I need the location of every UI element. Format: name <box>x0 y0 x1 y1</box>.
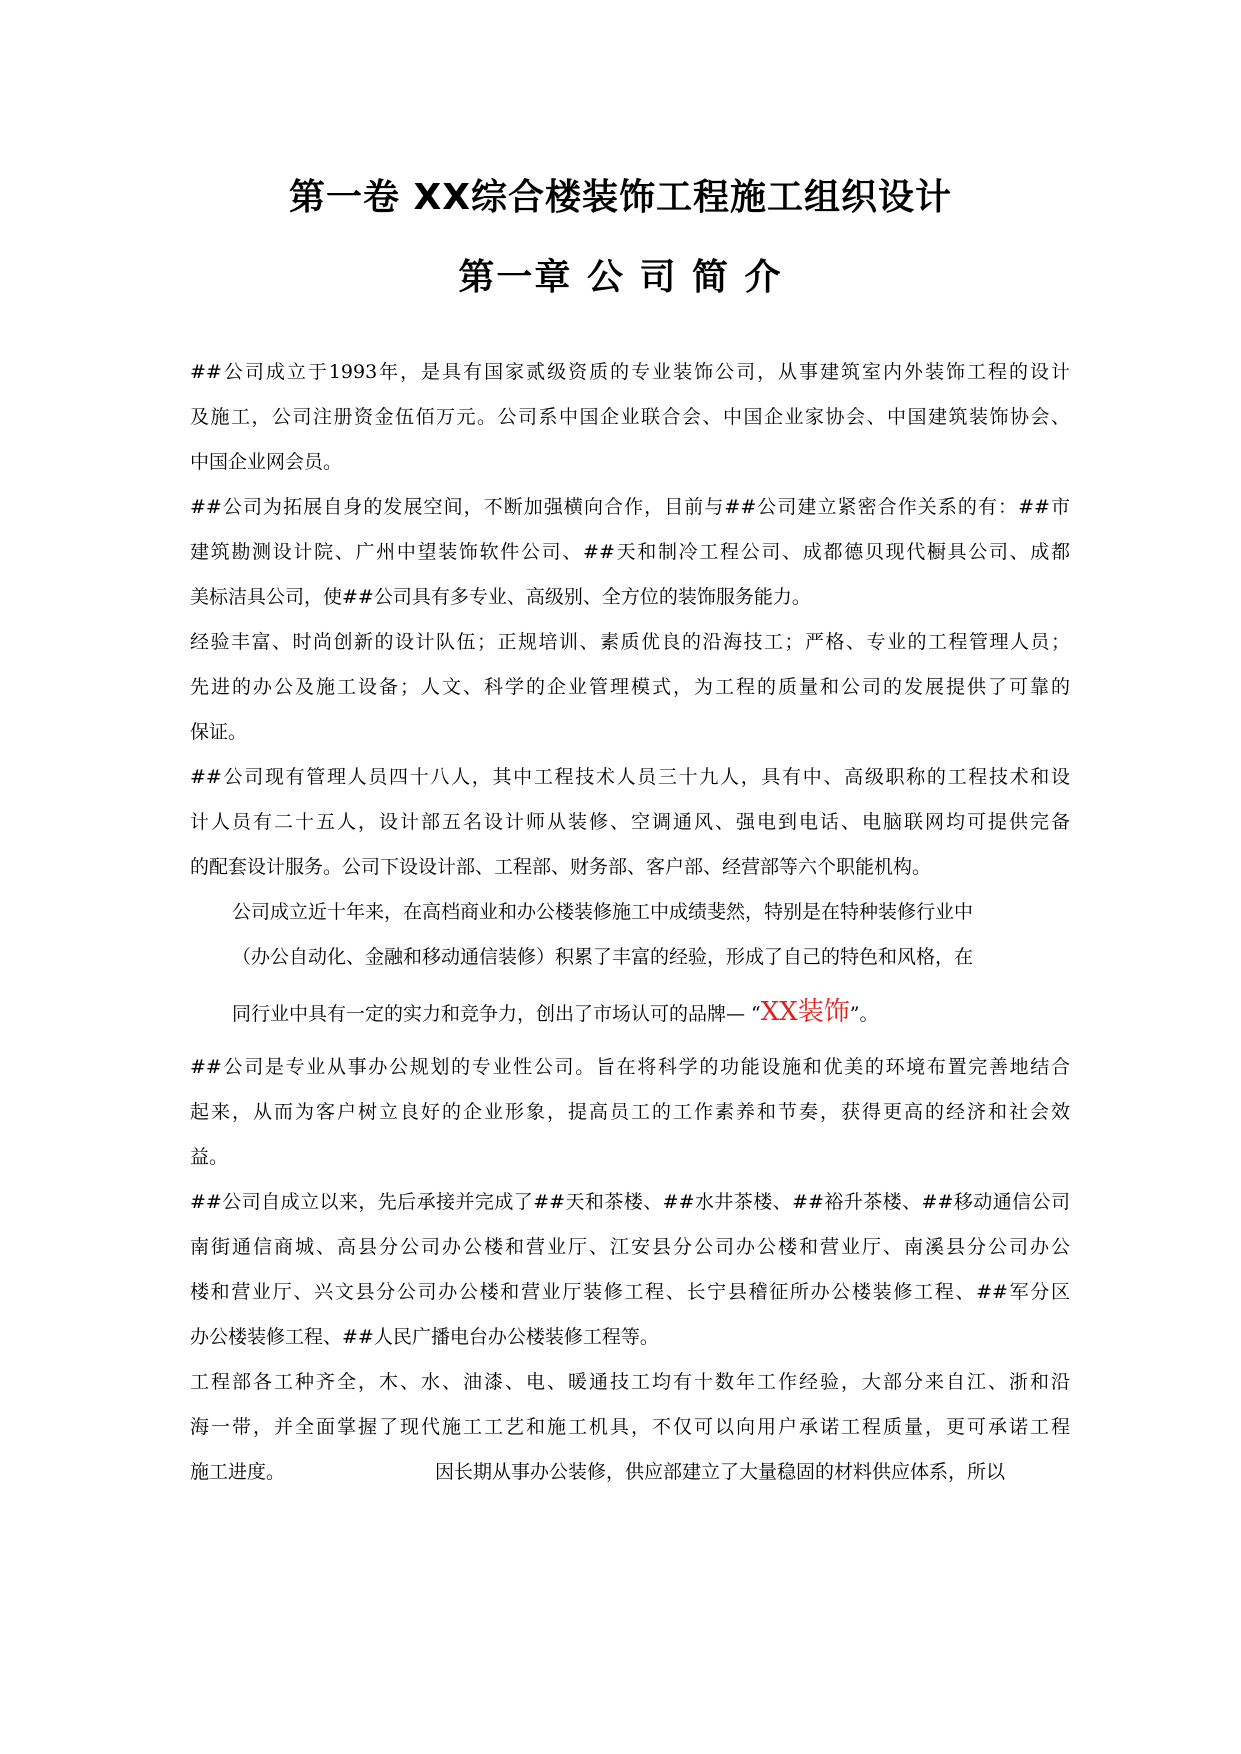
text-block-projects <box>190 1045 1070 1450</box>
text-line: 先进的办公及施工设备；人文、科学的企业管理模式，为工程的质量和公司的发展提供了可靠的 <box>190 676 1070 698</box>
brand-line-after: ”。 <box>849 1003 879 1025</box>
text-line: 计人员有二十五人，设计部五名设计师从装修、空调通风、强电到电话、电脑联网均可提供完备 <box>190 811 1070 833</box>
text-line-indented: （办公自动化、金融和移动通信装修）积累了丰富的经验，形成了自己的特色和风格，在 <box>232 946 974 968</box>
chapter-title: 第一章 公 司 简 介 <box>458 257 783 298</box>
text-line: 保证。 <box>190 721 248 743</box>
text-line: ##公司成立于1993年，是具有国家贰级资质的专业装饰公司，从事建筑室内外装饰工程的设计 <box>190 361 1070 383</box>
text-line-indented: 公司成立近十年来，在高档商业和办公楼装修施工中成绩斐然，特别是在特种装修行业中 <box>232 901 974 923</box>
text-line: 楼和营业厅、兴文县分公司办公楼和营业厅装修工程、长宁县稽征所办公楼装修工程、##军分区 <box>190 1281 1070 1303</box>
text-line: 的配套设计服务。公司下设设计部、工程部、财务部、客户部、经营部等六个职能机构。 <box>190 856 932 878</box>
text-line: 中国企业网会员。 <box>190 451 343 473</box>
text-line: 工程部各工种齐全，木、水、油漆、电、暖通技工均有十数年工作经验，大部分来自江、浙和沿 <box>190 1371 1070 1393</box>
text-line: ##公司为拓展自身的发展空间，不断加强横向合作，目前与##公司建立紧密合作关系的有：##市 <box>190 496 1070 518</box>
text-line-last <box>190 1450 1070 1495</box>
brand-name: XX装饰 <box>760 997 850 1027</box>
text-line: 起来，从而为客户树立良好的企业形象，提高员工的工作素养和节奏，获得更高的经济和社会效 <box>190 1101 1070 1123</box>
text-line: ##公司自成立以来，先后承接并完成了##天和茶楼、##水井茶楼、##裕升茶楼、##移动通信公司 <box>190 1191 1070 1213</box>
text-line: 及施工，公司注册资金伍佰万元。公司系中国企业联合会、中国企业家协会、中国建筑装饰协会、 <box>190 406 1070 428</box>
text-line: 办公楼装修工程、##人民广播电台办公楼装修工程等。 <box>190 1326 659 1348</box>
brand-line-before: 同行业中具有一定的实力和竞争力，创出了市场认可的品牌— “ <box>232 1003 761 1025</box>
text-line: 经验丰富、时尚创新的设计队伍；正规培训、素质优良的沿海技工；严格、专业的工程管理人员； <box>190 631 1070 653</box>
volume-title: 第一卷 XX综合楼装饰工程施工组织设计 <box>288 177 953 218</box>
text-block-intro <box>190 350 1070 890</box>
text-line: ##公司是专业从事办公规划的专业性公司。旨在将科学的功能设施和优美的环境布置完善地结合 <box>190 1056 1070 1078</box>
text-line: 美标洁具公司，使##公司具有多专业、高级别、全方位的装饰服务能力。 <box>190 586 811 608</box>
text-line: 南街通信商城、高县分公司办公楼和营业厅、江安县分公司办公楼和营业厅、南溪县分公司办公 <box>190 1236 1070 1258</box>
brand-line <box>190 980 1070 1045</box>
last-line-part1: 施工进度。 <box>190 1461 286 1483</box>
document-body <box>190 350 1070 1495</box>
text-line: 建筑勘测设计院、广州中望装饰软件公司、##天和制冷工程公司、成都德贝现代橱具公司、成都 <box>190 541 1070 563</box>
text-line: 海一带，并全面掌握了现代施工工艺和施工机具，不仅可以向用户承诺工程质量，更可承诺工程 <box>190 1416 1070 1438</box>
last-line-part2: 因长期从事办公装修，供应部建立了大量稳固的材料供应体系，所以 <box>435 1461 1006 1483</box>
text-line: ##公司现有管理人员四十八人，其中工程技术人员三十九人，具有中、高级职称的工程技术和设 <box>190 766 1070 788</box>
text-line: 益。 <box>190 1146 229 1168</box>
